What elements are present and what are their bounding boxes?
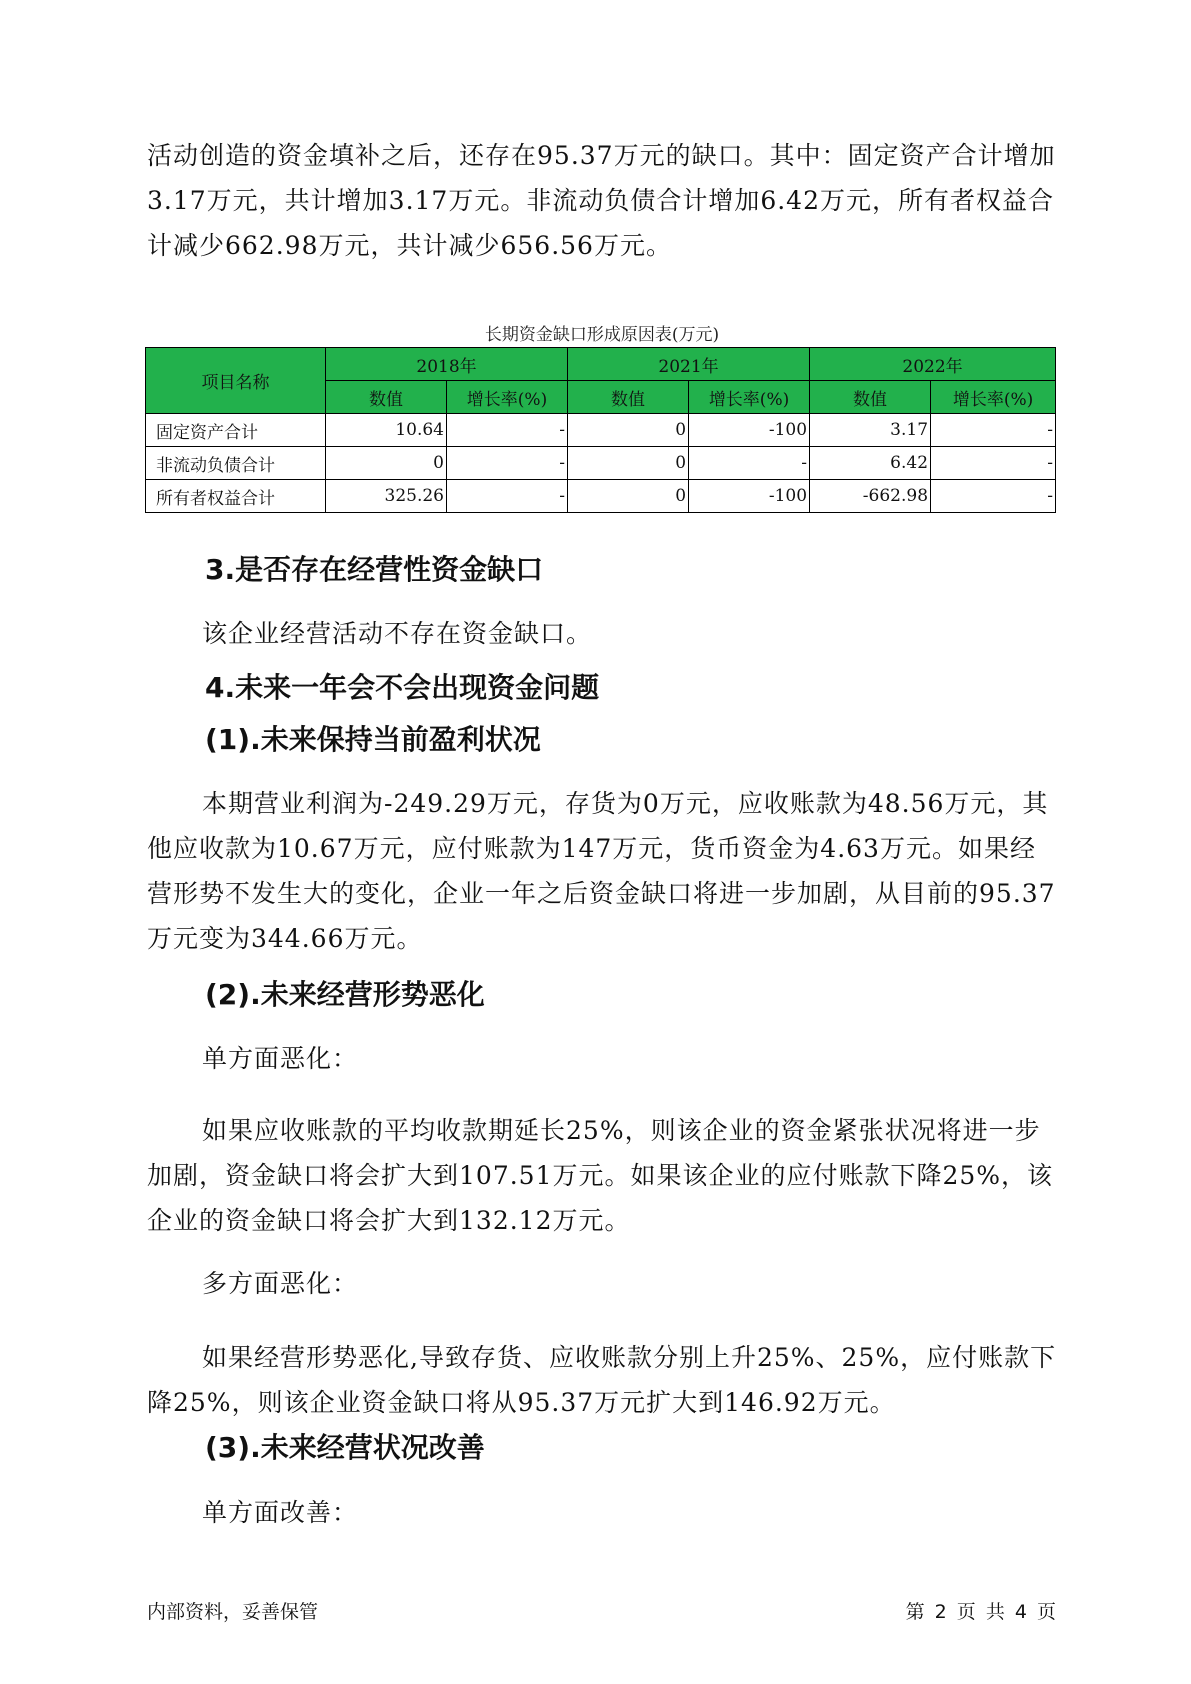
single-worsen-text: 如果应收账款的平均收款期延长25%，则该企业的资金紧张状况将进一步加剧，资金缺口将会扩大到107.51万元。如果该企业的应付账款下降25%，该企业的资金缺口将会扩大到132.12万元。 xyxy=(147,1116,1054,1235)
header-item-name: 项目名称 xyxy=(146,348,326,414)
header-value: 数值 xyxy=(326,381,447,414)
single-improve-label: 单方面改善： xyxy=(202,1498,359,1527)
cell-value: -662.98 xyxy=(810,480,931,513)
cell-growth: -100 xyxy=(689,480,810,513)
table-row xyxy=(146,414,1056,447)
cell-value: 0 xyxy=(568,414,689,447)
section-3-text: 该企业经营活动不存在资金缺口。 xyxy=(202,619,593,648)
cell-value: 10.64 xyxy=(326,414,447,447)
header-value: 数值 xyxy=(568,381,689,414)
cell-growth: - xyxy=(931,414,1056,447)
cell-value: 0 xyxy=(568,447,689,480)
section-4-1-text: 本期营业利润为-249.29万元，存货为0万元，应收账款为48.56万元，其他应收款为10.67万元，应付账款为147万元，货币资金为4.63万元。如果经营形势不发生大的变化，企业一年之后资金缺口将进一步加剧，从目前的95.37万元变为344.66万元。 xyxy=(147,789,1056,953)
footer-page-number: 第 2 页 共 4 页 xyxy=(905,1601,1056,1623)
table-header-row-years xyxy=(146,348,1056,381)
cell-growth: - xyxy=(447,447,568,480)
table-caption: 长期资金缺口形成原因表(万元) xyxy=(484,325,720,345)
header-growth: 增长率(%) xyxy=(447,381,568,414)
header-year-2021: 2021年 xyxy=(568,348,810,381)
section-3-heading: 3.是否存在经营性资金缺口 xyxy=(205,553,544,586)
funding-gap-table xyxy=(145,347,1056,513)
header-value: 数值 xyxy=(810,381,931,414)
header-year-2022: 2022年 xyxy=(810,348,1056,381)
header-year-2018: 2018年 xyxy=(326,348,568,381)
multi-worsen-label: 多方面恶化： xyxy=(202,1269,359,1298)
footer-confidential: 内部资料，妥善保管 xyxy=(147,1601,319,1623)
cell-value: 0 xyxy=(326,447,447,480)
row-name: 所有者权益合计 xyxy=(146,480,326,513)
cell-value: 6.42 xyxy=(810,447,931,480)
table-row xyxy=(146,447,1056,480)
cell-value: 3.17 xyxy=(810,414,931,447)
row-name: 固定资产合计 xyxy=(146,414,326,447)
intro-paragraph: 活动创造的资金填补之后，还存在95.37万元的缺口。其中：固定资产合计增加3.17万元，共计增加3.17万元。非流动负债合计增加6.42万元，所有者权益合计减少662.98万元，共计减少656.56万元。 xyxy=(147,141,1056,260)
section-4-3-heading: (3).未来经营状况改善 xyxy=(205,1431,485,1464)
row-name: 非流动负债合计 xyxy=(146,447,326,480)
multi-worsen-text: 如果经营形势恶化,导致存货、应收账款分别上升25%、25%，应付账款下降25%，则该企业资金缺口将从95.37万元扩大到146.92万元。 xyxy=(147,1343,1057,1417)
section-4-heading: 4.未来一年会不会出现资金问题 xyxy=(205,671,600,704)
cell-value: 325.26 xyxy=(326,480,447,513)
section-4-1-heading: (1).未来保持当前盈利状况 xyxy=(205,723,541,756)
table-row xyxy=(146,480,1056,513)
header-growth: 增长率(%) xyxy=(689,381,810,414)
cell-growth: -100 xyxy=(689,414,810,447)
section-4-2-heading: (2).未来经营形势恶化 xyxy=(205,978,485,1011)
cell-value: 0 xyxy=(568,480,689,513)
cell-growth: - xyxy=(931,480,1056,513)
cell-growth: - xyxy=(689,447,810,480)
cell-growth: - xyxy=(447,480,568,513)
cell-growth: - xyxy=(447,414,568,447)
cell-growth: - xyxy=(931,447,1056,480)
single-worsen-label: 单方面恶化： xyxy=(202,1044,359,1073)
header-growth: 增长率(%) xyxy=(931,381,1056,414)
